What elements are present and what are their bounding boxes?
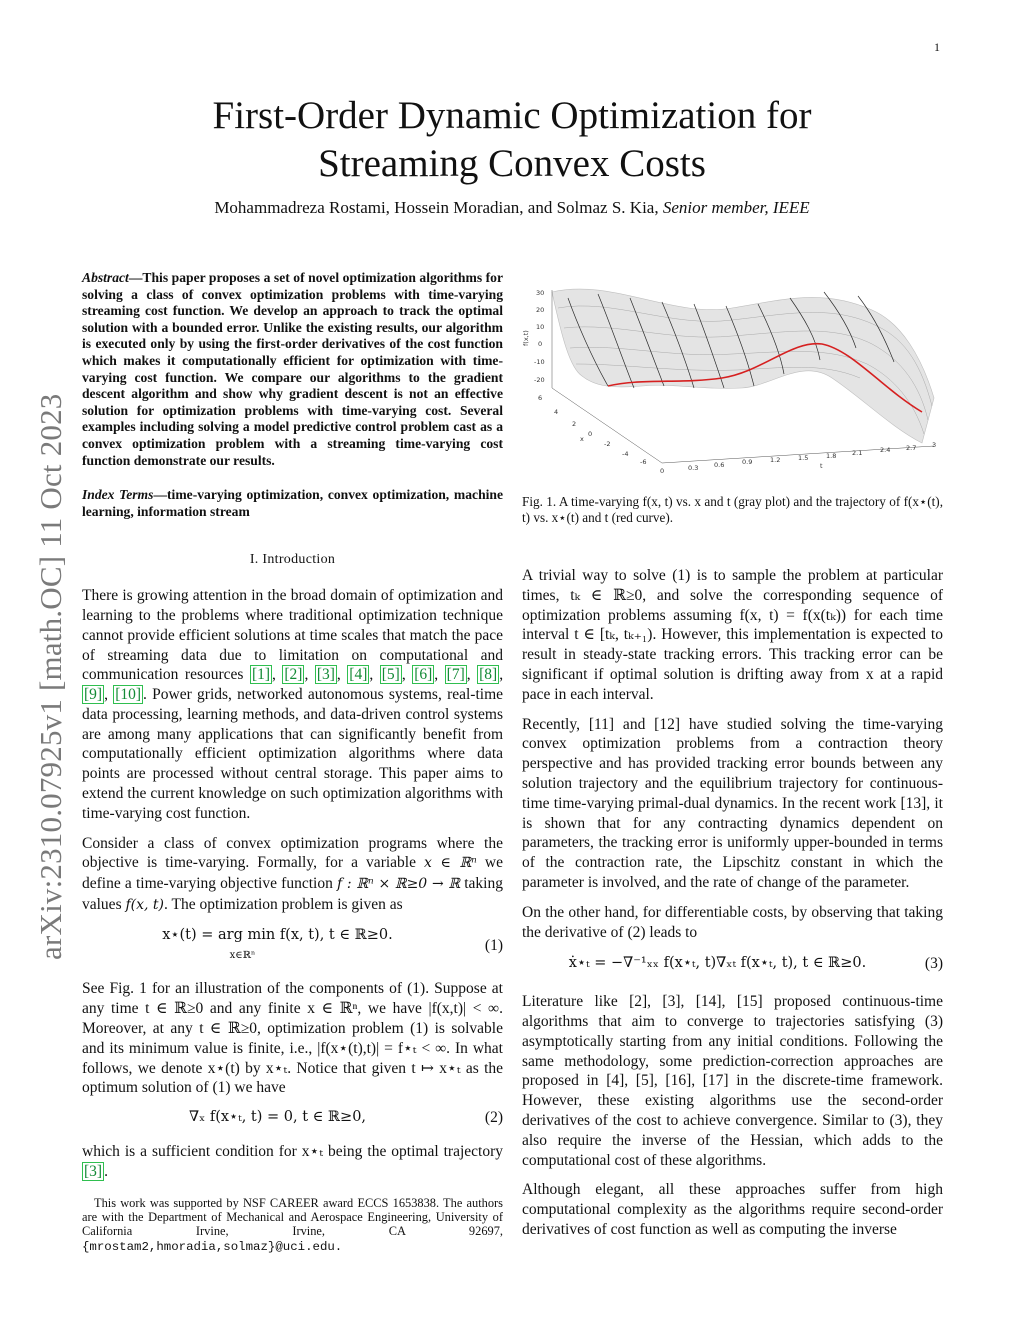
index-terms [82,487,503,520]
right-paragraph-2: Recently, [11] and [12] have studied solving the time-varying convex optimization problems from a contraction theory perspective and has provided tracking error bounds between any solution trajectory and the equilibrium trajectory for continuous-time time-varying primal-dual dynamics. In the recent work [13], it is shown that for any contracting dynamics dependent on parameters, the tracking error is uniformly upper-bounded in terms of the contraction rate, the Lipschitz constant in which the parameter is involved, and the rate of change of the parameter. [522,715,943,891]
author-names: Mohammadreza Rostami, Hossein Moradian, and Solmaz S. Kia, [214,198,659,217]
z-tick: 0 [538,340,543,348]
footnote-text: This work was supported by NSF CAREER award ECCS 1653838. The authors are with the Department of Mechanical and Aerospace Engineering, University of California Irvine, Irvine, CA 92697, [82,1195,503,1239]
z-tick: 20 [536,306,545,314]
citation-3-b[interactable]: [3] [84,1162,103,1180]
z-tick: -10 [534,358,545,366]
page-number: 1 [934,40,940,54]
t-tick: 0.9 [742,458,753,466]
t-tick: 2.1 [852,449,863,457]
citation-5[interactable]: [5] [381,666,400,684]
citation-3[interactable]: [3] [316,666,335,684]
footnote-email[interactable]: {mrostam2,hmoradia,solmaz}@uci.edu. [82,1239,343,1254]
equation-3 [522,954,943,974]
figure-1-surface-plot [522,278,943,478]
t-tick: 2.4 [880,446,891,454]
equation-3-number: (3) [924,955,943,973]
equation-3-body: ẋ⋆ₜ = −∇⁻¹ₓₓ f(x⋆ₜ, t)∇ₓₜ f(x⋆ₜ, t), t ∈ ℝ≥0. [568,955,867,972]
t-tick: 1.8 [826,452,837,460]
citation-6[interactable]: [6] [414,666,433,684]
z-axis-ticks [534,289,545,384]
x-tick: -4 [622,450,629,458]
t-tick: 0 [660,467,665,475]
citation-9[interactable]: [9] [84,686,103,704]
surface-fill [552,289,934,443]
z-tick: 30 [536,289,545,297]
citation-8[interactable]: [8] [479,666,498,684]
abstract-label: Abstract [82,270,129,285]
x-axis-label: x [580,435,584,443]
title-line-1: First-Order Dynamic Optimization for [212,94,812,137]
citation-2[interactable]: [2] [284,666,303,684]
right-paragraph-3: On the other hand, for differentiable costs, by observing that taking the derivative of (2) leads to [522,903,943,941]
citation-10[interactable]: [10] [115,686,142,704]
t-axis-ticks [660,441,936,475]
intro-paragraph-1: There is growing attention in the broad domain of optimization and learning to the problems where traditional optimization technique cannot provide efficient solutions at time scales that match the pace of streaming data due to limitation on computational and communication resources [1] , [2] , [3] , [4] , [5] , [6] , [7] , [8] , [9] , [10] . Power grids, networked autonomous systems, real-time data processing, learning methods, and data-driven control systems are among many applications that can significantly benefit from computationally efficient optimization algorithms where data points are processed without central storage. This paper aims to extend the current knowledge on such optimization algorithms with time-varying cost function. [82,587,504,822]
paper-title [0,92,1024,188]
right-paragraph-1: A trivial way to solve (1) is to sample the problem at particular times, tₖ ∈ ℝ≥0, and solve the corresponding sequence of optimization problems assuming f(x, t) = f(x(tₖ)) for each time interval t ∈ [tₖ, tₖ₊₁). However, this implementation is expected to result in steady-state tracking errors. This tracking error can be significant if optimal solution is drifting away from x at a rapid pace in each interval. [522,567,943,703]
footnote [82,1196,503,1255]
arxiv-identifier-stamp[interactable]: arXiv:2310.07925v1 [math.OC] 11 Oct 2023 [33,393,68,960]
right-paragraph-5: Although elegant, all these approaches suffer from high computational complexity as the algorithms require second-order derivatives of cost function as well as computing the inverse [522,1181,943,1238]
equation-1-body: x⋆(t) = arg min f(x, t), t ∈ ℝ≥0. [162,926,393,943]
index-terms-label: Index Terms [82,487,154,503]
equation-2 [82,1108,503,1128]
intro-paragraph-3: See Fig. 1 for an illustration of the components of (1). Suppose at any time t ∈ ℝ≥0 and any finite x ∈ ℝⁿ, we have |f(x,t)| < ∞. Moreover, at any t ∈ ℝ≥0, optimization problem (1) is solvable and its minimum value is finite, i.e., |f(x⋆(t),t)| = f⋆ₜ < ∞. In what follows, we denote x⋆(t) by x⋆ₜ. Notice that given t ↦ x⋆ₜ as the optimum solution of (1) we have [82,980,503,1097]
z-tick: 10 [536,323,545,331]
t-tick: 0.6 [714,461,725,469]
x-tick: -2 [604,440,611,448]
x-tick: 4 [554,408,559,416]
index-terms-text: —time-varying optimization, convex optimization, machine learning, information stream [82,487,503,519]
t-tick: 2.7 [906,444,917,452]
author-membership: Senior member, IEEE [662,198,810,217]
x-tick: 2 [572,420,577,428]
t-tick: 1.2 [770,456,781,464]
intro-paragraph-2: Consider a class of convex optimization programs where the objective is time-varying. Formally, for a variable x ∈ ℝⁿ we define a time-varying objective function f : ℝⁿ × ℝ≥0 → ℝ taking values f(x, t). The optimization problem is given as [82,834,503,914]
title-line-2: Streaming Convex Costs [318,142,706,185]
right-column [522,566,943,1250]
citation-7[interactable]: [7] [446,666,465,684]
t-tick: 0.3 [688,464,699,472]
equation-1 [82,926,503,966]
equation-1-number: (1) [484,936,503,954]
equation-2-body: ∇ₓ f(x⋆ₜ, t) = 0, t ∈ ℝ≥0, [188,1109,367,1126]
section-heading-introduction: I. Introduction [249,552,336,568]
z-axis-label: f(x,t) [522,330,530,346]
x-tick: 0 [588,430,593,438]
citation-1[interactable]: [1] [251,666,271,684]
left-column [82,270,503,1254]
abstract-text: —This paper proposes a set of novel optimization algorithms for solving a class of convex optimization problems with time-varying streaming cost function. We develop an approach to track the optimal solution with a bounded error. Unlike the existing results, our algorithm is executed only by using the first-order derivatives of the cost function which makes it computationally efficient for optimization with time-varying cost function. We compare our algorithms to the gradient descent algorithm and show why gradient descent is not an effective solution for optimization problems with time-varying cost. Several examples including solving a model predictive control problem cast as a convex optimization problem with a streaming time-varying cost function demonstrate our results. [82,270,503,468]
x-axis-ticks [538,394,646,466]
t-axis-label: t [820,462,823,470]
t-tick: 3 [932,441,937,449]
right-paragraph-4: Literature like [2], [3], [14], [15] proposed continuous-time algorithms that aim to converge to trajectories satisfying (3) asymptotically starting from any initial conditions. Following the same methodology, some prediction-correction approaches are proposed in [4], [5], [16], [17] in the discrete-time framework. However, these existing algorithms use the second-order derivatives of the cost to achieve convergence. Similar to (3), they also require the inverse of the Hessian, which adds to the computational cost of these algorithms. [522,993,943,1169]
x-tick: 6 [538,394,543,402]
intro-paragraph-4: which is a sufficient condition for x⋆ₜ being the optimal trajectory [3] . [82,1143,503,1180]
z-tick: -20 [534,376,545,384]
citation-4[interactable]: [4] [349,666,368,684]
t-tick: 1.5 [798,454,809,462]
figure-1-caption: Fig. 1. A time-varying f(x, t) vs. x and t (gray plot) and the trajectory of f(x⋆(t), t) vs. x⋆(t) and t (red curve). [522,494,943,526]
abstract [82,270,503,469]
x-tick: -6 [640,458,647,466]
equation-2-number: (2) [484,1109,503,1127]
equation-1-subscript: x∈ℝⁿ [229,949,256,961]
author-list [0,198,1024,218]
